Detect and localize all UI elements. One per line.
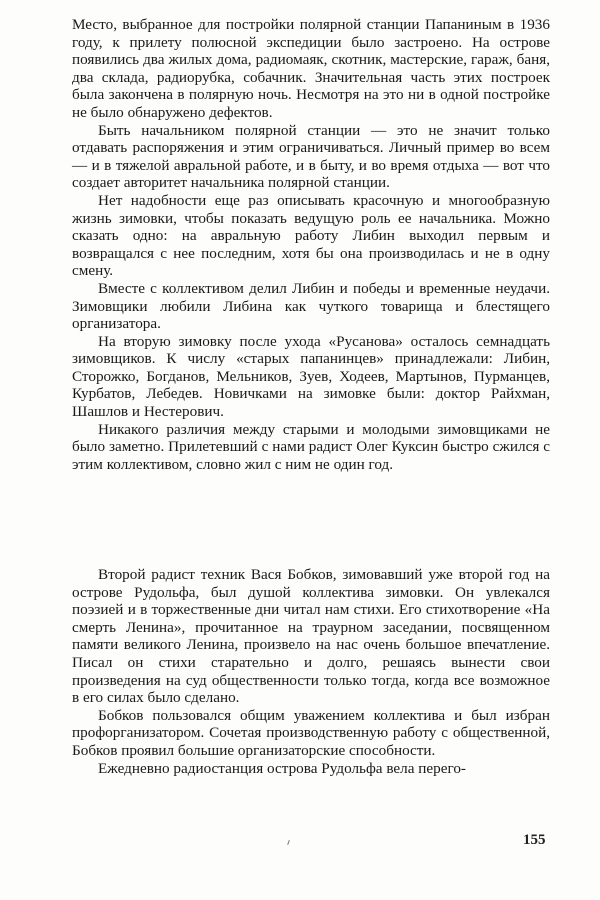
paragraph-bobkov-poetry: Второй радист техник Вася Бобков, зимовавший уже второй год на острове Рудольфа, был душой коллектива зимовки. Он увлекался поэзией и в торжественные дни читал нам стихи. Его стихотворение «На смерть Ленина», прочитанное на траурном заседании, посвященном памяти великого Ленина, произвело на нас очень большое впечатление. Писал он стихи старательно и долго, решаясь вынести свои произведения на суд общественности только тогда, когда все возможное в его силах было сделано. — [72, 566, 550, 707]
paragraph-daily-radio: Ежедневно радиостанция острова Рудольфа вела перего- — [98, 759, 466, 777]
paragraph-bobkov-organizer: Бобков пользовался общим уважением коллектива и был избран профорганизатором. Сочетая производственную работу с общественной, Бобков проявил большие организаторские способности. — [72, 706, 550, 759]
paragraph-second-wintering: На вторую зимовку после ухода «Русанова» осталось семнадцать зимовщиков. К числу «старых папанинцев» принадлежали: Либин, Сторожко, Богданов, Мельников, Зуев, Ходеев, Мартынов, Пурманцев, Курбатов, Лебедев. Новичками на зимовке были: доктор Райхман, Шашлов и Нестерович. — [72, 332, 550, 421]
paragraph-chief-role: Нет надобности еще раз описывать красочную и многообразную жизнь зимовки, чтобы показать ведущую роль ее начальника. Можно сказать одно: на авральную работу Либин выходил первым и возвращался с нее последним, хотя бы она производилась и не в одну смену. — [72, 191, 550, 280]
paragraph-no-difference: Никакого различия между старыми и молодыми зимовщиками не было заметно. Прилетевший с нами радист Олег Куксин быстро сжился с этим коллективом, словно жил с ним не один год. — [72, 420, 550, 473]
paragraph-victories: Вместе с коллективом делил Либин и победы и временные неудачи. Зимовщики любили Либина как чуткого товарища и блестящего организатора. — [72, 279, 550, 333]
text-section-one — [72, 16, 550, 473]
paragraph-construction: Место, выбранное для постройки полярной станции Папаниным в 1936 году, к прилету полюсной экспедиции было застроено. На острове появились два жилых дома, радиомаяк, скотник, мастерские, гараж, баня, два склада, радиорубка, собачник. Значительная часть этих построек была закончена в полярную ночь. Несмотря на это ни в одной постройке не было обнаружено дефектов. — [72, 16, 550, 121]
paragraph-leadership: Быть начальником полярной станции — это не значит только отдавать распоряжения и этим ограничиваться. Личный пример во всем — и в тяжелой авральной работе, и в быту, и во время отдыха — вот что создает авторитет начальника полярной станции. — [72, 121, 550, 192]
text-section-two — [72, 566, 550, 777]
page-number: 155 — [523, 832, 546, 848]
print-speck — [287, 840, 290, 845]
